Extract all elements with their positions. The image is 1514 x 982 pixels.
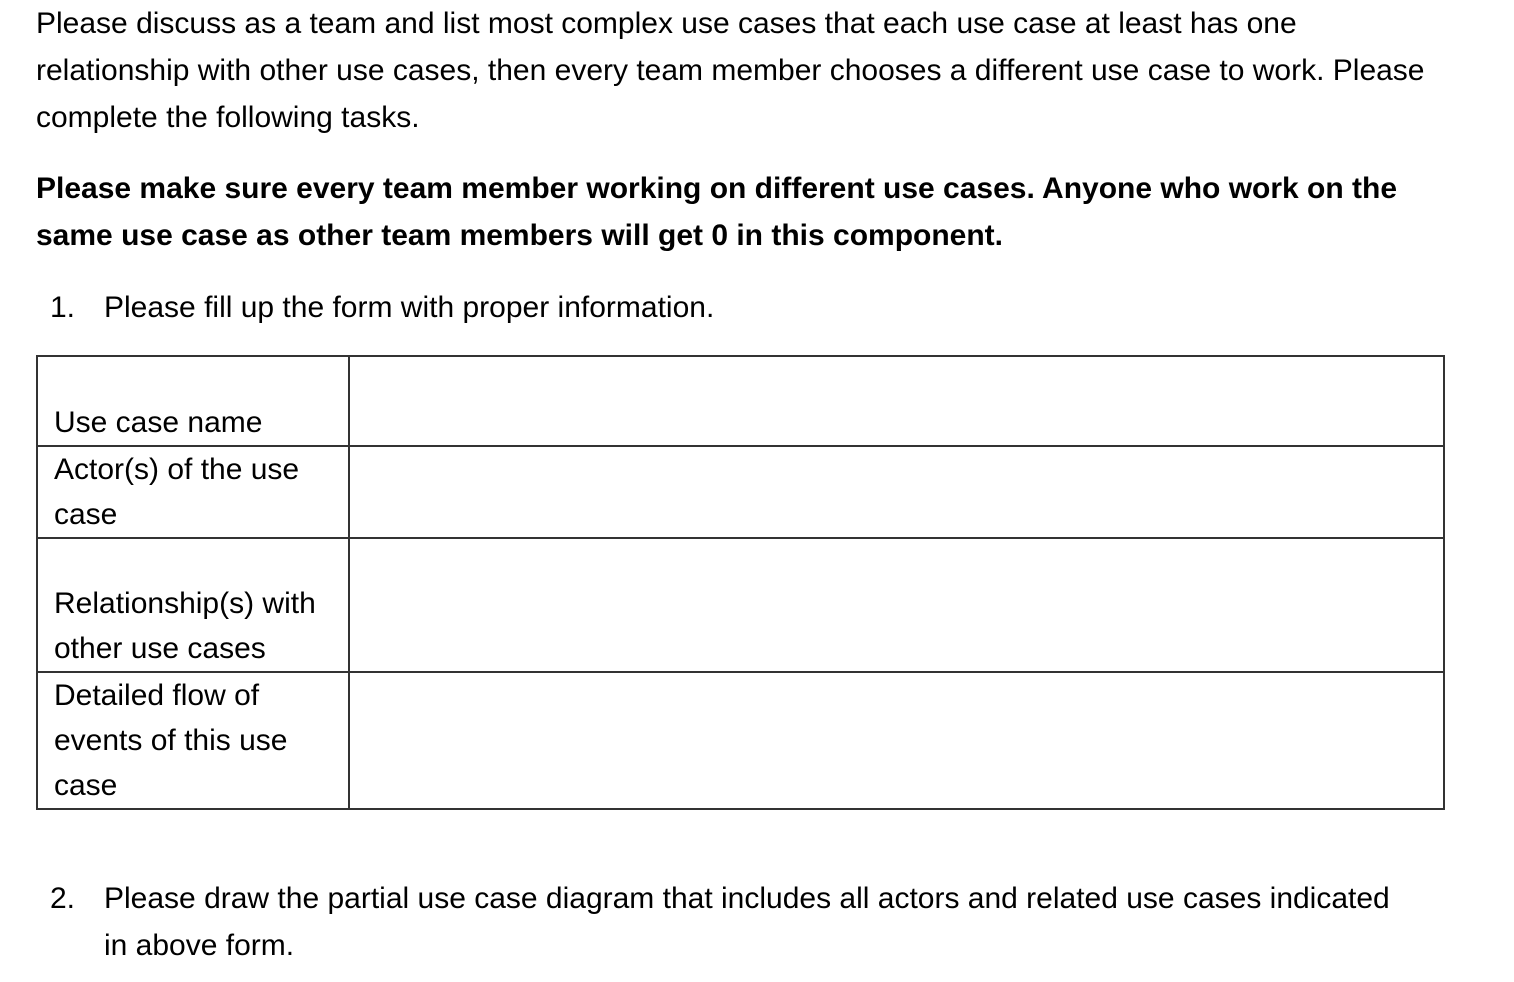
task-number: 2.: [50, 882, 76, 915]
actors-field[interactable]: [349, 446, 1444, 538]
flow-of-events-field[interactable]: [349, 672, 1444, 809]
table-row: [37, 446, 1444, 538]
relationships-label: Relationship(s) with other use cases: [37, 538, 349, 672]
intro-paragraph: Please discuss as a team and list most complex use cases that each use case at least has one relationship with other use cases, then every team member chooses a different use case to work. Please complete the following tasks.: [36, 7, 1425, 134]
warning-paragraph: Please make sure every team member working on different use cases. Anyone who work on the same use case as other team members will get 0 in this component.: [36, 172, 1398, 252]
task-text: Please draw the partial use case diagram that includes all actors and related use cases indicated in above form.: [104, 882, 1390, 962]
use-case-name-label: Use case name: [37, 356, 349, 446]
task-text: Please fill up the form with proper information.: [104, 291, 715, 324]
use-case-form-table: [36, 355, 1445, 810]
table-row: [37, 672, 1444, 809]
task-number: 1.: [50, 291, 76, 324]
flow-of-events-label: Detailed flow of events of this use case: [37, 672, 349, 809]
table-row: [37, 356, 1444, 446]
relationships-field[interactable]: [349, 538, 1444, 672]
task-item-1: [50, 284, 1450, 331]
task-item-2: [50, 875, 1450, 969]
actors-label: Actor(s) of the use case: [37, 446, 349, 538]
use-case-name-field[interactable]: [349, 356, 1444, 446]
table-row: [37, 538, 1444, 672]
